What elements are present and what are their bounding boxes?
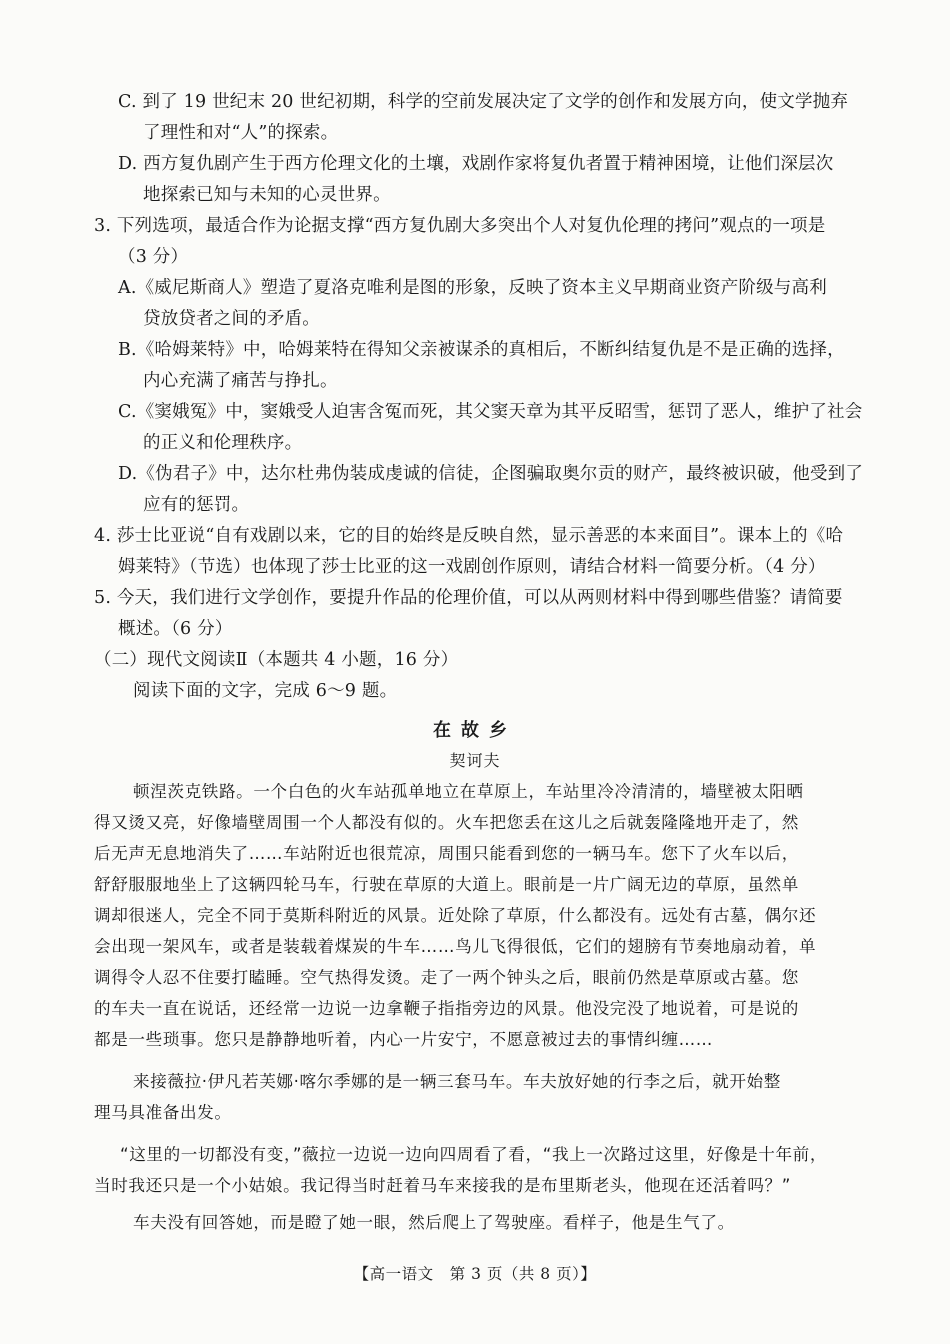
q3-option-d-line-1: D.《伪君子》中，达尔杜弗伪装成虔诚的信徒，企图骗取奥尔贡的财产，最终被识破，他受到了 <box>118 464 864 484</box>
option-c-line-1: C. 到了 19 世纪末 20 世纪初期，科学的空前发展决定了文学的创作和发展方向，使文学抛弃 <box>118 92 849 112</box>
q3-option-d-line-2: 应有的惩罚。 <box>143 495 250 515</box>
option-d-line-1: D. 西方复仇剧产生于西方伦理文化的土壤，戏剧作家将复仇者置于精神困境，让他们深层次 <box>118 154 834 174</box>
question-4-line-1: 4. 莎士比亚说“自有戏剧以来，它的目的始终是反映自然，显示善恶的本来面目”。课本上的《哈 <box>94 526 844 546</box>
story-paragraph-3-line-2: 当时我还只是一个小姑娘。我记得当时赶着马车来接我的是布里斯老头，他现在还活着吗？” <box>94 1176 791 1195</box>
story-paragraph-3-line-1: “这里的一切都没有变，”薇拉一边说一边向四周看了看，“我上一次路过这里，好像是十年前， <box>120 1145 828 1164</box>
q3-option-b-line-2: 内心充满了痛苦与挣扎。 <box>143 371 338 391</box>
story-paragraph-1-line-3: 后无声无息地消失了……车站附近也很荒凉，周围只能看到您的一辆马车。您下了火车以后， <box>94 844 799 863</box>
question-5-line-1: 5. 今天，我们进行文学创作，要提升作品的伦理价值，可以从两则材料中得到哪些借鉴？请简要 <box>94 588 843 608</box>
story-paragraph-1-line-7: 调得令人忍不住要打瞌睡。空气热得发烫。走了一两个钟头之后，眼前仍然是草原或古墓。您 <box>94 968 799 987</box>
story-paragraph-4-line-1: 车夫没有回答她，而是瞪了她一眼，然后爬上了驾驶座。看样子，他是生气了。 <box>133 1213 735 1232</box>
story-paragraph-1-line-9: 都是一些琐事。您只是静静地听着，内心一片安宁，不愿意被过去的事情纠缠…… <box>94 1030 713 1049</box>
story-paragraph-1-line-2: 得又烫又亮，好像墙壁周围一个人都没有似的。火车把您丢在这儿之后就轰隆隆地开走了，然 <box>94 813 799 832</box>
question-5-line-2: 概述。（6 分） <box>118 619 233 639</box>
story-author: 契诃夫 <box>449 751 501 770</box>
q3-option-b-line-1: B.《哈姆莱特》中，哈姆莱特在得知父亲被谋杀的真相后，不断纠结复仇是不是正确的选择， <box>118 340 845 360</box>
option-c-line-2: 了理性和对“人”的探索。 <box>143 123 339 143</box>
story-paragraph-1-line-4: 舒舒服服地坐上了这辆四轮马车，行驶在草原的大道上。眼前是一片广阔无边的草原，虽然单 <box>94 875 799 894</box>
q3-option-a-line-1: A.《威尼斯商人》塑造了夏洛克唯利是图的形象，反映了资本主义早期商业资产阶级与高利 <box>118 278 827 298</box>
story-paragraph-1-line-5: 调却很迷人，完全不同于莫斯科附近的风景。近处除了草原，什么都没有。远处有古墓，偶尔还 <box>94 906 817 925</box>
question-3-line-2: （3 分） <box>118 247 189 267</box>
q3-option-a-line-2: 贷放贷者之间的矛盾。 <box>143 309 320 329</box>
section-heading: （二）现代文阅读Ⅱ（本题共 4 小题，16 分） <box>94 650 459 670</box>
story-paragraph-1-line-1: 顿涅茨克铁路。一个白色的火车站孤单地立在草原上，车站里冷冷清清的，墙壁被太阳晒 <box>133 782 804 801</box>
story-paragraph-2-line-1: 来接薇拉·伊凡若芙娜·喀尔季娜的是一辆三套马车。车夫放好她的行李之后，就开始整 <box>133 1072 781 1091</box>
option-d-line-2: 地探索已知与未知的心灵世界。 <box>143 185 391 205</box>
question-3-line-1: 3. 下列选项，最适合作为论据支撑“西方复仇剧大多突出个人对复仇伦理的拷问”观点的一项是 <box>94 216 826 236</box>
story-title: 在故乡 <box>433 720 517 741</box>
story-paragraph-1-line-8: 的车夫一直在说话，还经常一边说一边拿鞭子指指旁边的风景。他没完没了地说着，可是说的 <box>94 999 799 1018</box>
reading-instruction: 阅读下面的文字，完成 6～9 题。 <box>133 681 398 701</box>
story-paragraph-1-line-6: 会出现一架风车，或者是装载着煤炭的牛车……鸟儿飞得很低，它们的翅膀有节奏地扇动着，单 <box>94 937 817 956</box>
q3-option-c-line-2: 的正义和伦理秩序。 <box>143 433 303 453</box>
page-footer: 【高一语文 第 3 页（共 8 页）】 <box>353 1265 597 1283</box>
q3-option-c-line-1: C.《窦娥冤》中，窦娥受人迫害含冤而死，其父窦天章为其平反昭雪，惩罚了恶人，维护了社会 <box>118 402 863 422</box>
question-4-line-2: 姆莱特》（节选）也体现了莎士比亚的这一戏剧创作原则，请结合材料一简要分析。（4 分） <box>118 557 826 577</box>
story-paragraph-2-line-2: 理马具准备出发。 <box>94 1103 232 1122</box>
